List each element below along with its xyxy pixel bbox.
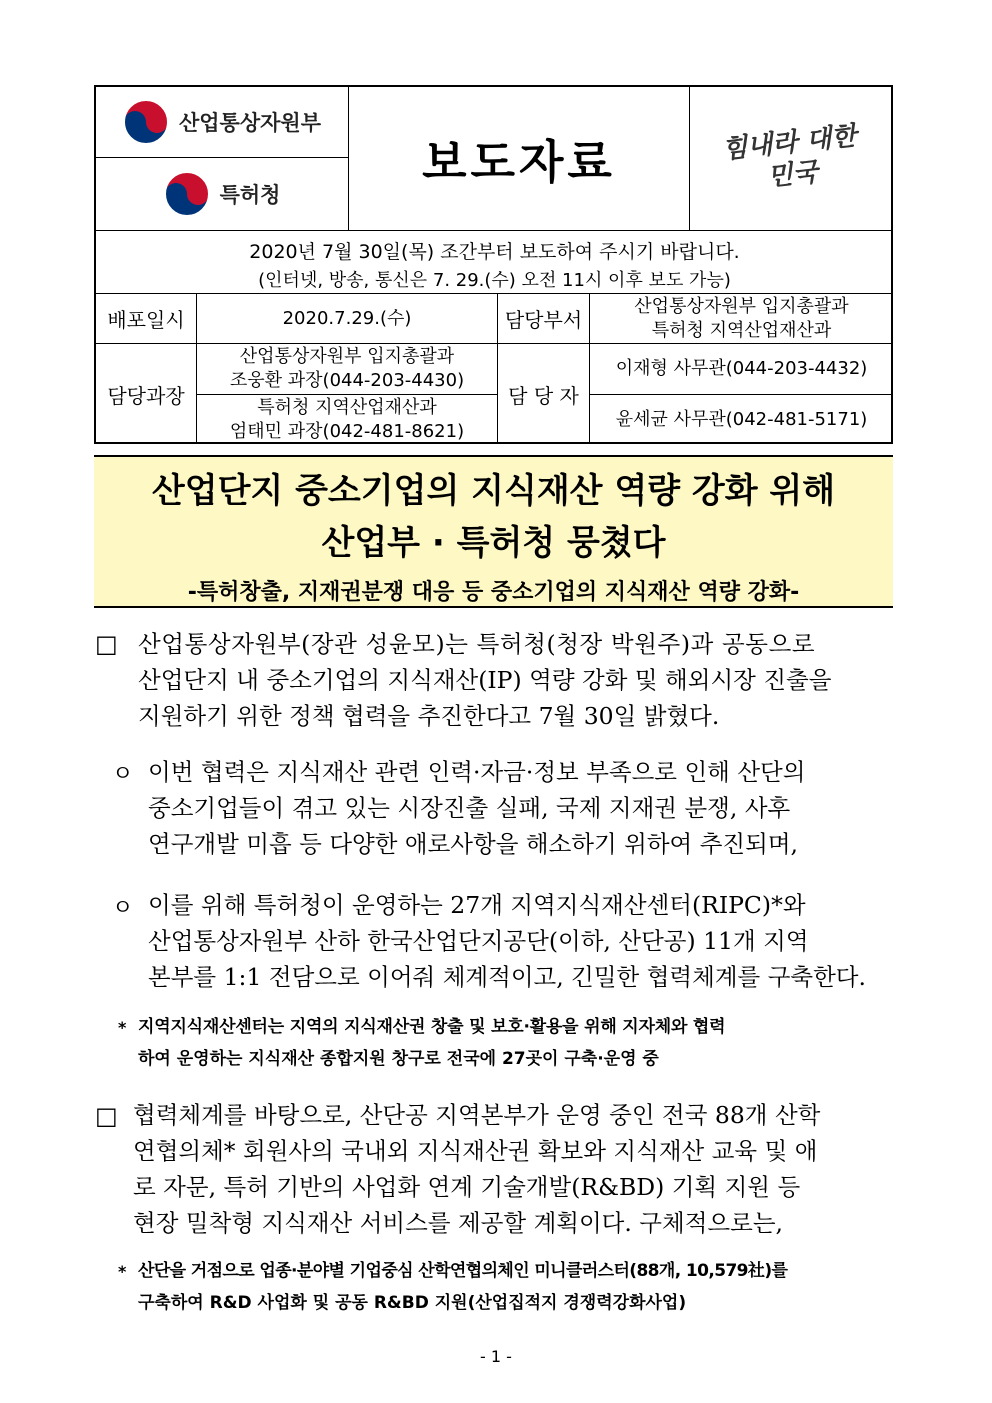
- manager2-line1: 특허청 지역산업재산과: [257, 396, 437, 418]
- manager1: [197, 344, 497, 394]
- doc-type-title: 보도자료: [422, 134, 616, 189]
- p3-line: 본부를 1:1 전담으로 이어줘 체계적이고, 긴밀한 협력체계를 구축한다.: [148, 963, 866, 991]
- note2-line: 산단을 거점으로 업종·분야별 기업중심 산학연협의체인 미니클러스터(88개, 10,579社)를: [138, 1261, 788, 1281]
- p1-line: 산업단지 내 중소기업의 지식재산(IP) 역량 강화 및 해외시장 진출을: [138, 666, 832, 694]
- footnote-star: *: [118, 1018, 127, 1037]
- release-date: 2020.7.29.(수): [282, 307, 412, 329]
- manager1-line1: 산업통상자원부 입지총괄과: [239, 346, 455, 367]
- press-header-table: [94, 85, 893, 444]
- staff-label: 담 당 자: [508, 383, 579, 408]
- footnote-1: [138, 1011, 898, 1075]
- ministry-logo-text: 산업통상자원부: [178, 111, 321, 135]
- embargo-line2: (인터넷, 방송, 통신은 7. 29.(수) 오전 11시 이후 보도 가능): [258, 270, 731, 291]
- p3-line: 산업통상자원부 산하 한국산업단지공단(이하, 산단공) 11개 지역: [148, 927, 809, 955]
- paragraph-4: [133, 1097, 898, 1241]
- circle-bullet: ㅇ: [112, 896, 134, 921]
- headline-box: [94, 455, 893, 608]
- manager1-line2: 조웅환 과장(044-203-4430): [229, 370, 465, 391]
- embargo-line1: 2020년 7월 30일(목) 조간부터 보도하여 주시기 바랍니다.: [249, 241, 740, 263]
- box-bullet: □: [95, 1102, 118, 1130]
- ministry-logo: [96, 87, 348, 157]
- paragraph-2: [148, 754, 898, 862]
- manager-label: 담당과장: [107, 383, 185, 408]
- headline-subtitle: -특허창출, 지재권분쟁 대응 등 중소기업의 지식재산 역량 강화-: [187, 580, 800, 605]
- staff2: 윤세균 사무관(042-481-5171): [615, 408, 868, 430]
- paragraph-1: [138, 626, 898, 734]
- p2-line: 중소기업들이 겪고 있는 시장진출 실패, 국제 지재권 분쟁, 사후: [148, 794, 791, 822]
- note1-line: 하여 운영하는 지식재산 종합지원 창구로 전국에 27곳이 구축·운영 중: [138, 1049, 659, 1069]
- circle-bullet: ㅇ: [112, 762, 134, 787]
- manager2-line2: 엄태민 과장(042-481-8621): [229, 420, 465, 442]
- p4-line: 로 자문, 특허 기반의 사업화 연계 기술개발(R&BD) 기획 지원 등: [133, 1173, 801, 1201]
- dept-label: 담당부서: [504, 308, 583, 332]
- dept-line2: 특허청 지역산업재산과: [651, 319, 832, 341]
- note1-line: 지역지식재산센터는 지역의 지식재산권 창출 및 보호·활용을 위해 지자체와 협력: [138, 1017, 726, 1037]
- taegeuk-icon: [123, 99, 169, 145]
- staff1: 이재형 사무관(044-203-4432): [615, 358, 868, 379]
- p1-line: 지원하기 위한 정책 협력을 추진한다고 7월 30일 밝혔다.: [138, 702, 720, 730]
- slogan-logo: [690, 87, 891, 230]
- taegeuk-icon: [164, 171, 210, 217]
- page-number: - 1 -: [480, 1347, 512, 1366]
- footnote-star: *: [118, 1262, 127, 1281]
- p3-line: 이를 위해 특허청이 운영하는 27개 지역지식재산센터(RIPC)*와: [148, 891, 806, 919]
- p4-line: 연협의체* 회원사의 국내외 지식재산권 확보와 지식재산 교육 및 애: [133, 1137, 818, 1165]
- manager2: [197, 395, 497, 444]
- dept-value: [590, 294, 893, 343]
- slogan-text: 힘내라 대한민국: [720, 120, 858, 192]
- embargo-notice: [96, 231, 893, 293]
- release-date-label: 배포일시: [107, 308, 185, 332]
- kipo-logo: [96, 158, 348, 230]
- headline-line1: 산업단지 중소기업의 지식재산 역량 강화 위해: [151, 471, 836, 511]
- p1-line: 산업통상자원부(장관 성윤모)는 특허청(청장 박원주)과 공동으로: [138, 630, 816, 658]
- dept-line1: 산업통상자원부 입지총괄과: [634, 295, 849, 317]
- p2-line: 이번 협력은 지식재산 관련 인력·자금·정보 부족으로 인해 산단의: [148, 758, 806, 786]
- paragraph-3: [148, 887, 898, 995]
- kipo-logo-text: 특허청: [219, 183, 281, 207]
- headline-line2: 산업부 · 특허청 뭉쳤다: [321, 523, 666, 563]
- p4-line: 협력체계를 바탕으로, 산단공 지역본부가 운영 중인 전국 88개 산학: [133, 1101, 821, 1129]
- p2-line: 연구개발 미흡 등 다양한 애로사항을 해소하기 위하여 추진되며,: [148, 830, 798, 858]
- note2-line: 구축하여 R&D 사업화 및 공동 R&BD 지원(산업집적지 경쟁력강화사업): [138, 1293, 687, 1313]
- footnote-2: [138, 1255, 898, 1319]
- p4-line: 현장 밀착형 지식재산 서비스를 제공할 계획이다. 구체적으로는,: [133, 1209, 783, 1237]
- box-bullet: □: [95, 630, 118, 658]
